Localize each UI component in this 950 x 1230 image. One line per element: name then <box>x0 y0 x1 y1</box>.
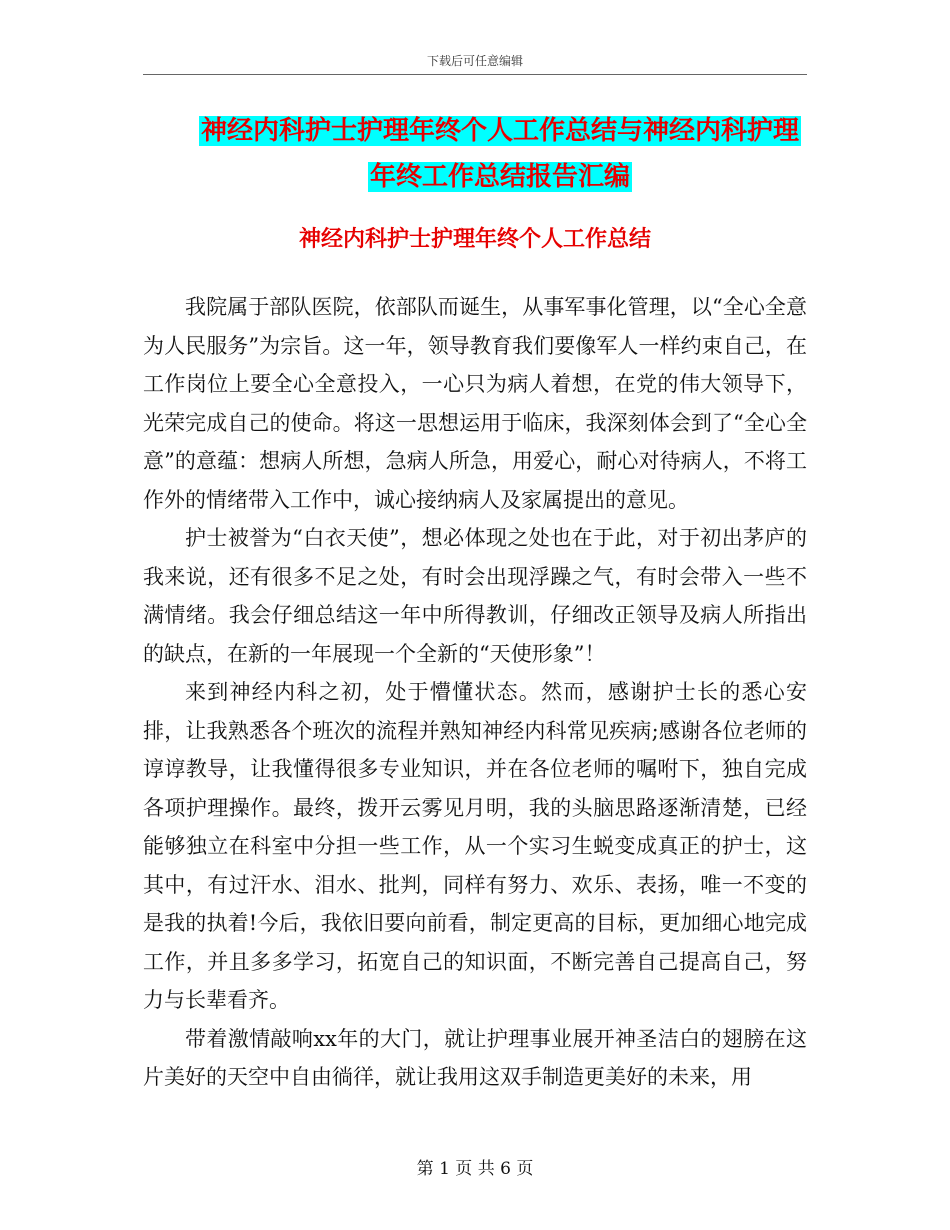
document-title <box>190 108 810 200</box>
body-paragraph: 来到神经内科之初，处于懵懂状态。然而，感谢护士长的悉心安排，让我熟悉各个班次的流程并熟知神经内科常见疾病;感谢各位老师的谆谆教导，让我懂得很多专业知识，并在各位老师的嘱咐下，独自完成各项护理操作。最终，拨开云雾见月明，我的头脑思路逐渐清楚，已经能够独立在科室中分担一些工作，从一个实习生蜕变成真正的护士，这其中，有过汗水、泪水、批判，同样有努力、欢乐、表扬，唯一不变的是我的执着!今后，我依旧要向前看，制定更高的目标，更加细心地完成工作，并且多多学习，拓宽自己的知识面，不断完善自己提高自己，努力与长辈看齐。 <box>143 680 807 1012</box>
header-divider <box>143 74 807 75</box>
document-body <box>143 288 807 1097</box>
document-title-line-1: 神经内科护士护理年终个人工作总结与神经内科护理 <box>200 116 799 146</box>
document-title-line-2: 年终工作总结报告汇编 <box>369 162 630 192</box>
body-paragraph: 我院属于部队医院，依部队而诞生，从事军事化管理，以“全心全意为人民服务”为宗旨。这一年，领导教育我们要像军人一样约束自己，在工作岗位上要全心全意投入，一心只为病人着想，在党的伟大领导下，光荣完成自己的使命。将这一思想运用于临床，我深刻体会到了“全心全意”的意蕴：想病人所想，急病人所急，用爱心，耐心对待病人，不将工作外的情绪带入工作中，诚心接纳病人及家属提出的意见。 <box>143 295 807 512</box>
body-paragraph: 护士被誉为“白衣天使”，想必体现之处也在于此，对于初出茅庐的我来说，还有很多不足之处，有时会出现浮躁之气，有时会带入一些不满情绪。我会仔细总结这一年中所得教训，仔细改正领导及病人所指出的缺点，在新的一年展现一个全新的“天使形象”！ <box>143 526 807 666</box>
body-paragraph: 带着激情敲响xx年的大门，就让护理事业展开神圣洁白的翅膀在这片美好的天空中自由徜徉，就让我用这双手制造更美好的未来，用 <box>143 1026 807 1089</box>
section-title: 神经内科护士护理年终个人工作总结 <box>298 227 651 252</box>
page-header-note: 下载后可任意编辑 <box>426 54 523 68</box>
page-number-footer: 第 1 页 共 6 页 <box>416 1159 534 1179</box>
